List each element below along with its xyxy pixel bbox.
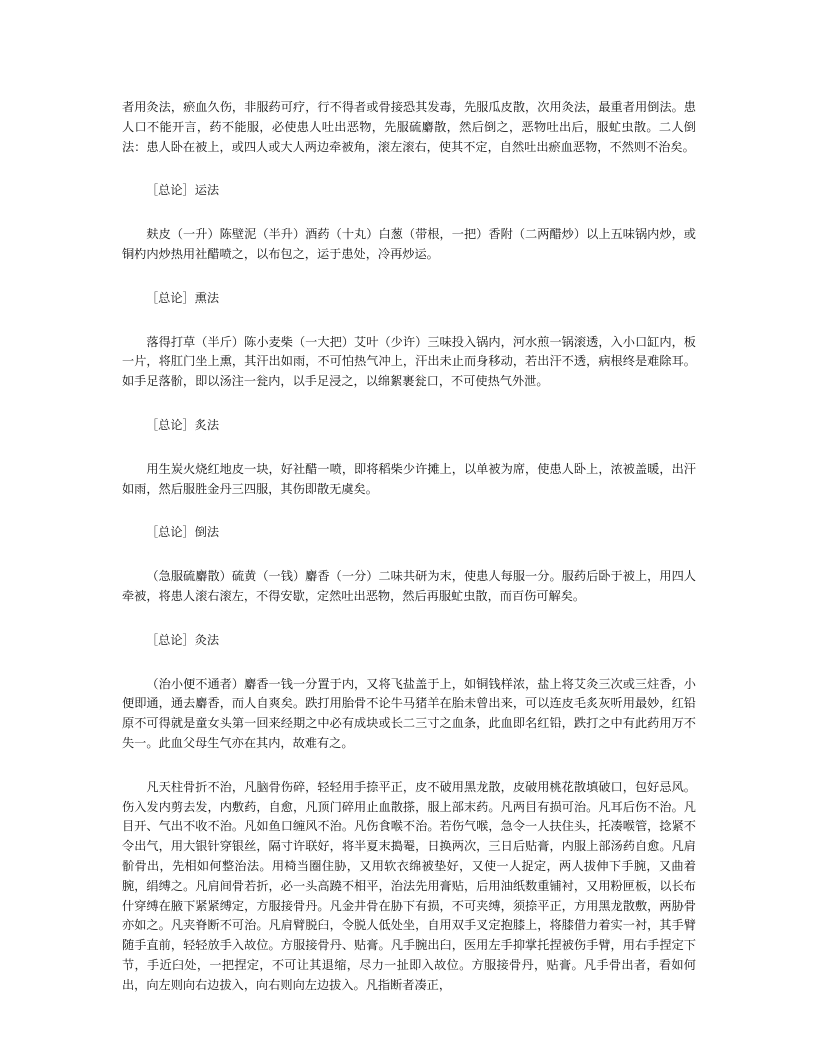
section-heading-yunfa: ［总论］运法 bbox=[146, 183, 220, 198]
paragraph-daofa: （急服硫麝散）硫黄（一钱）麝香（一分）二味共研为末，使患人每服一分。服药后卧于被上，用四人牵被，将患人滚右滚左，不得安歇，定然吐出恶物，然后再服虻虫散，而百伤可解矣。 bbox=[122, 569, 696, 603]
section-heading-xunfa: ［总论］熏法 bbox=[146, 290, 220, 305]
paragraph-xunfa: 落得打草（半斤）陈小麦柴（一大把）艾叶（少许）三味投入锅内，河水煎一锅滚透，入小口缸内，板一片，将肛门坐上熏，其汗出如雨，不可怕热气冲上，汗出未止而身移动，若出汗不透，病根终是难除耳。如手足落骱，即以汤注一瓮内，以手足浸之，以绵絮裹瓮口，不可使热气外泄。 bbox=[122, 334, 696, 389]
paragraph-yunfa: 麸皮（一升）陈壁泥（半升）酒药（十丸）白葱（带根，一把）香附（二两醋炒）以上五味锅内炒，或铜杓内炒热用社醋喷之，以布包之，运于患处，冷再炒运。 bbox=[122, 227, 696, 261]
paragraph-injuries: 凡天柱骨折不治，凡脑骨伤碎，轻轻用手捺平正，皮不破用黑龙散，皮破用桃花散填破口，包好忌风。伤入发内剪去发，内敷药，自愈，凡顶门碎用止血散搽，服上部末药。凡两目有损可治。凡耳后伤不治。凡目开、气出不收不治。凡如鱼口缠风不治。凡伤食喉不治。若伤气喉，急令一人扶住头，托凑喉管，捻紧不令出气，用大银针穿银丝，隔寸许联好，将半夏末搗罨，日换两次，三日后贴膏，内服上部汤药自愈。凡肩骱骨出，先相如何整治法。用椅当圈住胁，又用软衣绵被垫好，又使一人捉定，两人拔伸下手腕，又曲着腕，绢缚之。凡肩间骨若折，必一头高蹺不相平，治法先用膏贴，后用油纸数重铺衬，又用粉匣板，以长布什穿缚在腋下紧紧缚定，方服接骨丹。凡金井骨在胁下有损，不可夹缚，须捺平正，方用黑龙散敷，两胁骨亦如之。凡夹脊断不可治。凡肩臂脱臼，令脱人低处坐，自用双手叉定抱膝上，将膝借力着实一衬，其手臂随手直前，轻轻放手入故位。方服接骨丹、贴膏。凡手腕出臼，医用左手抑掌托捏被伤手臂，用右手捏定下节，手近臼处，一把捏定，不可让其退缩，尽力一扯即入故位。方服接骨丹，贴膏。凡手骨出者，看如何出，向左则向右边拔入，向右则向左边拔入。凡指断者凑正， bbox=[122, 779, 696, 992]
section-heading-daofa: ［总论］倒法 bbox=[146, 525, 220, 540]
section-heading-zhifa: ［总论］炙法 bbox=[146, 417, 220, 432]
document-page bbox=[122, 98, 696, 1020]
paragraph-intro: 者用灸法，瘀血久伤，非服药可疗，行不得者或骨接恐其发毒，先服瓜皮散，次用灸法，最重者用倒法。患人口不能开言，药不能服，必使患人吐出恶物，先服硫麝散，然后倒之，恶物吐出后，服虻虫散。二人倒法：患人卧在被上，或四人或大人两边牵被角，滚左滚右，使其不定，自然吐出瘀血恶物，不然则不治矣。 bbox=[122, 100, 696, 154]
section-heading-jiufa: ［总论］灸法 bbox=[146, 632, 220, 647]
paragraph-zhifa: 用生炭火烧红地皮一块，好社醋一喷，即将稻柴少许摊上，以单被为席，使患人卧上，浓被盖暖，出汗如雨，然后服胜金丹三四服，其伤即散无虞矣。 bbox=[122, 461, 696, 496]
paragraph-jiufa: （治小便不通者）麝香一钱一分置于内，又将飞盐盖于上，如铜钱样浓，盐上将艾灸三次或三炷香，小便即通，通去麝香，而人自爽矣。跌打用胎骨不论牛马猪羊在胎未曾出来，可以连皮毛炙灰听用最妙，红铅原不可得就是童女头第一回来经期之中必有成块或长二三寸之血条，此血即名红铅，跌打之中有此药用万不失一。此血父母生气亦在其内，故难有之。 bbox=[122, 676, 696, 750]
